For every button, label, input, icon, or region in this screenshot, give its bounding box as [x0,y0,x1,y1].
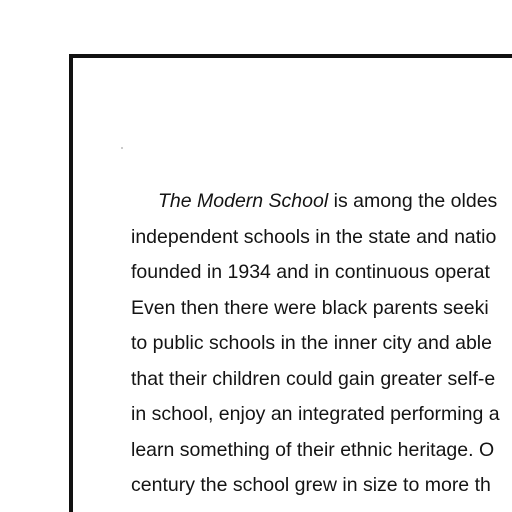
body-paragraph [131,184,512,504]
paragraph-line-5: to public schools in the inner city and able [131,332,492,354]
school-name-italic: The Modern School [158,190,329,212]
paragraph-line-2: independent schools in the state and natio [131,225,497,248]
paragraph-line-4: Even then there were black parents seeki [131,296,489,319]
paragraph-line-8: learn something of their ethnic heritage. O [131,438,495,461]
scan-speck [121,147,123,149]
paragraph-line-3: founded in 1934 and in continuous operat [131,261,490,283]
first-line-rest: is among the oldes [328,190,498,212]
paragraph-line-9: century the school grew in size to more th [131,474,491,496]
paragraph-line-1 [131,184,512,220]
paragraph-line-6: that their children could gain greater self-e [131,367,496,390]
paragraph-line-7: in school, enjoy an integrated performing a [131,403,500,425]
